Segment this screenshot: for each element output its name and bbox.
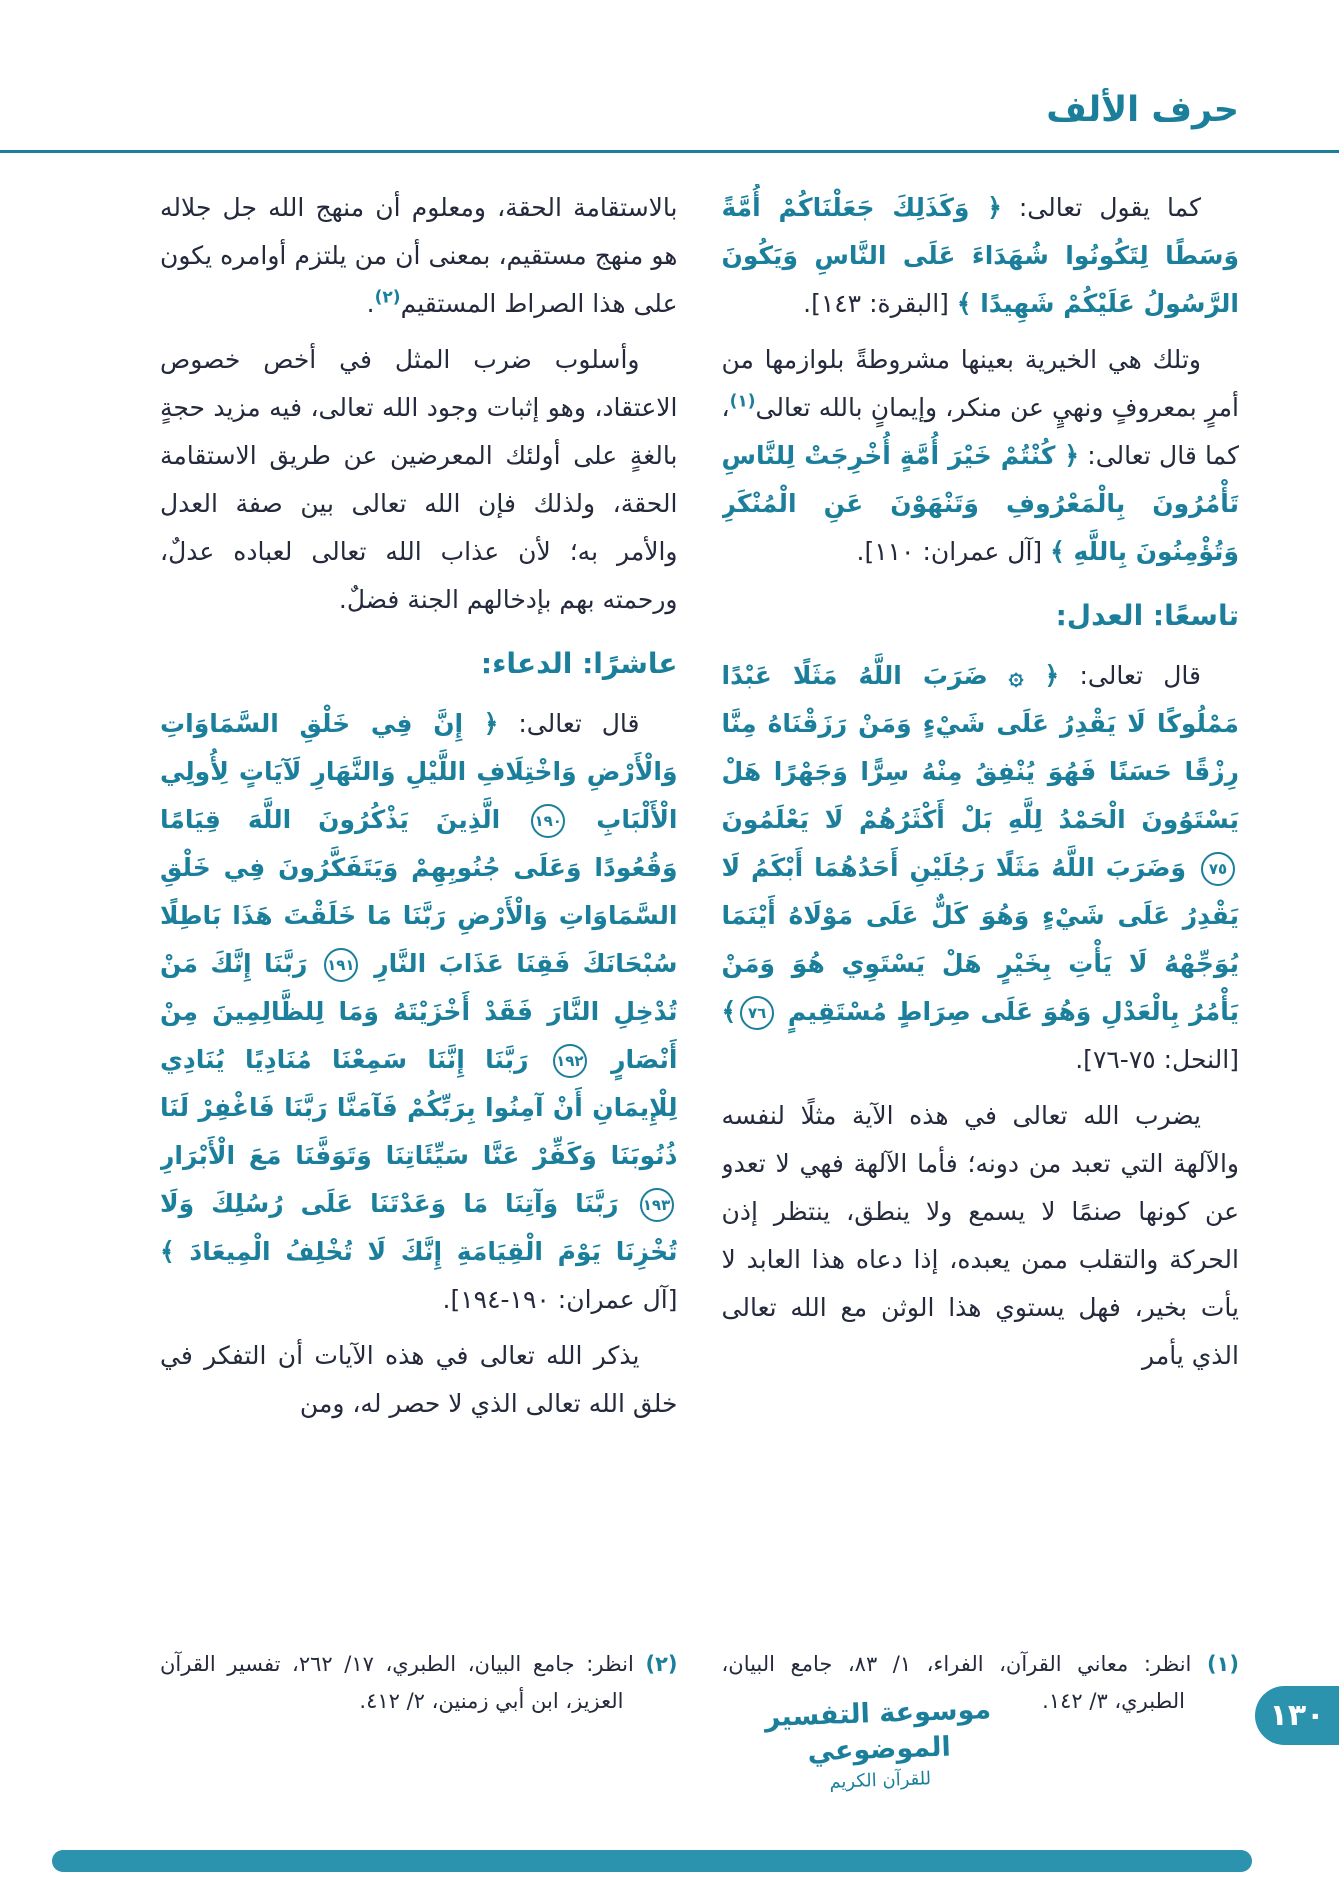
publisher-logo-subtitle: للقرآن الكريم <box>829 1768 932 1793</box>
body-text: وأسلوب ضرب المثل في أخص خصوص الاعتقاد، وهو إثبات وجود الله تعالى، فيه مزيد حجةٍ بالغةٍ على أولئك المعرضين عن طريق الاستقامة الحقة، ولذلك فإن الله تعالى بين صفة العدل والأمر به؛ لأن عذاب الله تعالى لعباده عدلٌ، ورحمته بهم بإدخالهم الجنة فضلٌ. <box>160 345 678 614</box>
ayah-number: ٧٥ <box>1201 852 1235 886</box>
quran-verse: رَبَّنَا إِنَّنَا سَمِعْنَا مُنَادِيًا يُنَادِي لِلْإِيمَانِ أَنْ آمِنُوا بِرَبِّكُمْ فَآمَنَّا رَبَّنَا فَاغْفِرْ لَنَا ذُنُوبَنَا وَكَفِّرْ عَنَّا سَيِّئَاتِنَا وَتَوَفَّنَا مَعَ الْأَبْرَارِ <box>160 1045 678 1170</box>
paragraph <box>160 700 678 1324</box>
body-text: . <box>366 289 375 318</box>
column-left-body <box>160 184 678 1632</box>
body-text: يضرب الله تعالى في هذه الآية مثلًا لنفسه والآلهة التي تعبد من دونه؛ فأما الآلهة فهي لا تعدو عن كونها صنمًا لا يسمع ولا ينطق، ينتظر إذن الحركة والتقلب ممن يعبده، إذا دعاه هذا العابد لا يأت بخير، فهل يستوي هذا الوثن مع الله تعالى الذي يأمر <box>721 1101 1239 1370</box>
section-heading-justice: تاسعًا: العدل: <box>1055 599 1239 632</box>
section-heading-dua: عاشرًا: الدعاء: <box>480 647 678 680</box>
text-columns <box>160 184 1239 1792</box>
quran-verse: ﴿ وَكَذَلِكَ جَعَلْنَاكُمْ أُمَّةً وَسَطًا لِتَكُونُوا شُهَدَاءَ عَلَى النَّاسِ وَيَكُونَ الرَّسُولُ عَلَيْكُمْ شَهِيدًا ﴾ <box>721 193 1239 318</box>
quran-verse: ﴿ إِنَّ فِي خَلْقِ السَّمَاوَاتِ وَالْأَرْضِ وَاخْتِلَافِ اللَّيْلِ وَالنَّهَارِ لَآيَاتٍ لِأُولِي الْأَلْبَابِ <box>160 709 678 834</box>
paragraph <box>160 1332 678 1428</box>
ayah-number: ١٩٢ <box>553 1044 587 1078</box>
page-title: حرف الألف <box>1046 90 1239 130</box>
quran-verse: ﴿ ۞ ضَرَبَ اللَّهُ مَثَلًا عَبْدًا مَمْلُوكًا لَا يَقْدِرُ عَلَى شَيْءٍ وَمَنْ رَزَقْنَاهُ مِنَّا رِزْقًا حَسَنًا فَهُوَ يُنْفِقُ مِنْهُ سِرًّا وَجَهْرًا هَلْ يَسْتَوُونَ الْحَمْدُ لِلَّهِ بَلْ أَكْثَرُهُمْ لَا يَعْلَمُونَ <box>721 661 1239 834</box>
ayah-number: ١٩٣ <box>640 1188 674 1222</box>
quran-verse: رَبَّنَا إِنَّكَ مَنْ تُدْخِلِ النَّارَ فَقَدْ أَخْزَيْتَهُ وَمَا لِلظَّالِمِينَ مِنْ أَنْصَارٍ <box>160 949 678 1074</box>
paragraph <box>722 1092 1240 1380</box>
paragraph <box>160 184 678 328</box>
body-text: بالاستقامة الحقة، ومعلوم أن منهج الله جل جلاله هو منهج مستقيم، بمعنى أن من يلتزم أوامره يكون على هذا الصراط المستقيم <box>160 193 678 318</box>
paragraph <box>722 336 1240 576</box>
quran-verse: الَّذِينَ يَذْكُرُونَ اللَّهَ قِيَامًا وَقُعُودًا وَعَلَى جُنُوبِهِمْ وَيَتَفَكَّرُونَ فِي خَلْقِ السَّمَاوَاتِ وَالْأَرْضِ رَبَّنَا مَا خَلَقْتَ هَذَا بَاطِلًا سُبْحَانَكَ فَقِنَا عَذَابَ النَّارِ <box>160 805 678 978</box>
footnote-text: انظر: جامع البيان، الطبري، ١٧/ ٢٦٢، تفسير القرآن العزيز، ابن أبي زمنين، ٢/ ٤١٢. <box>160 1652 646 1713</box>
verse-citation: [البقرة: ١٤٣]. <box>803 289 957 318</box>
verse-citation: [آل عمران: ١٩٠-١٩٤]. <box>442 1285 678 1314</box>
ayah-number: ١٩٠ <box>531 804 565 838</box>
quran-verse: وَضَرَبَ اللَّهُ مَثَلًا رَجُلَيْنِ أَحَدُهُمَا أَبْكَمُ لَا يَقْدِرُ عَلَى شَيْءٍ وَهُوَ كَلٌّ عَلَى مَوْلَاهُ أَيْنَمَا يُوَجِّهْهُ لَا يَأْتِ بِخَيْرٍ هَلْ يَسْتَوِي هُوَ وَمَنْ يَأْمُرُ بِالْعَدْلِ وَهُوَ عَلَى صِرَاطٍ مُسْتَقِيمٍ <box>721 853 1239 1026</box>
body-text: قال تعالى: <box>498 709 640 738</box>
column-right <box>722 184 1240 1792</box>
header-divider <box>0 150 1339 153</box>
ayah-number: ٧٦ <box>740 996 774 1030</box>
footnote-number: (٢) <box>645 1652 678 1676</box>
footer-bar <box>52 1850 1252 1872</box>
footnote-text: انظر: معاني القرآن، الفراء، ١/ ٨٣، جامع البيان، الطبري، ٣/ ١٤٢. <box>721 1652 1207 1713</box>
verse-citation: [آل عمران: ١١٠]. <box>856 537 1051 566</box>
paragraph <box>722 184 1240 328</box>
paragraph <box>160 336 678 624</box>
body-text: وتلك هي الخيرية بعينها مشروطةً بلوازمها من أمرٍ بمعروفٍ ونهيٍ عن منكر، وإيمانٍ بالله تعالى <box>721 345 1239 422</box>
body-text: كما يقول تعالى: <box>1001 193 1201 222</box>
body-text: قال تعالى: <box>1059 661 1202 690</box>
verse-citation: [النحل: ٧٥-٧٦]. <box>1075 1045 1239 1074</box>
column-left <box>160 184 678 1792</box>
footnote-marker: (٢) <box>374 287 401 308</box>
body-text: ، كما قال تعالى: <box>721 393 1239 470</box>
paragraph <box>722 652 1240 1084</box>
footnote-2 <box>160 1646 678 1720</box>
page-number-badge: ١٣٠ <box>1255 1686 1339 1745</box>
publisher-logo-title: موسوعة التفسير الموضوعي <box>764 1694 992 1768</box>
publisher-logo <box>749 1692 1008 1799</box>
quran-verse: ﴿ كُنْتُمْ خَيْرَ أُمَّةٍ أُخْرِجَتْ لِلنَّاسِ تَأْمُرُونَ بِالْمَعْرُوفِ وَتَنْهَوْنَ عَنِ الْمُنْكَرِ وَتُؤْمِنُونَ بِاللَّهِ ﴾ <box>721 441 1239 566</box>
quran-verse: رَبَّنَا وَآتِنَا مَا وَعَدْتَنَا عَلَى رُسُلِكَ وَلَا تُخْزِنَا يَوْمَ الْقِيَامَةِ إِنَّكَ لَا تُخْلِفُ الْمِيعَادَ ﴾ <box>160 1189 678 1266</box>
body-text: يذكر الله تعالى في هذه الآيات أن التفكر في خلق الله تعالى الذي لا حصر له، ومن <box>160 1341 678 1418</box>
footnote-marker: (١) <box>729 391 756 412</box>
ayah-number: ١٩١ <box>324 948 358 982</box>
footnote-number: (١) <box>1206 1652 1239 1676</box>
column-right-body <box>722 184 1240 1632</box>
quran-verse: ﴾ <box>721 997 737 1026</box>
